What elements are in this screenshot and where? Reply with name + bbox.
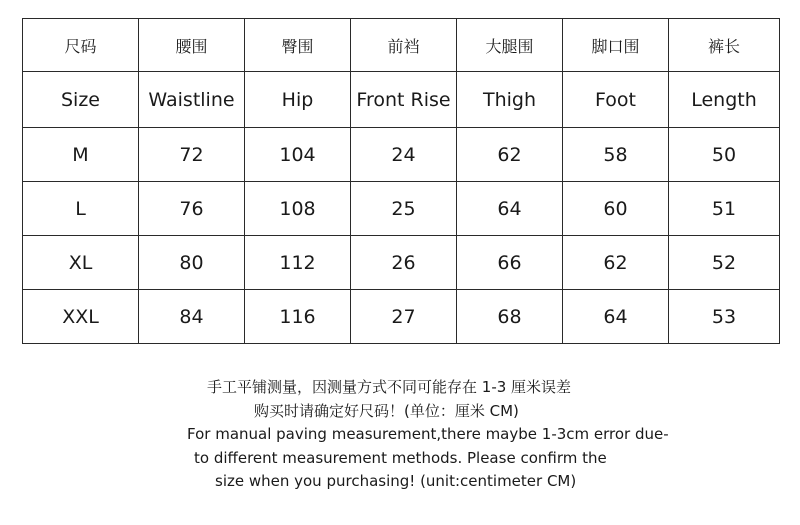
note-line-en-3: size when you purchasing! (unit:centimeter CM) — [215, 472, 577, 490]
header-cell-waistline-cn: 腰围 — [139, 19, 245, 72]
note-line-cn-error: 手工平铺测量，因测量方式不同可能存在 1-3 厘米误差 — [207, 378, 572, 396]
size-cell: XL — [23, 236, 139, 290]
length-cell: 51 — [669, 182, 780, 236]
size-cell: M — [23, 128, 139, 182]
note-line-en-1: For manual paving measurement,there maybe 1-3cm error due- — [187, 425, 669, 443]
header-cell-hip: Hip — [245, 72, 351, 128]
header-cell-length: Length — [669, 72, 780, 128]
header-row-chinese — [23, 19, 780, 72]
header-cell-front-rise: Front Rise — [351, 72, 457, 128]
front-rise-cell: 26 — [351, 236, 457, 290]
foot-cell: 64 — [563, 290, 669, 344]
size-cell: L — [23, 182, 139, 236]
table-row-m — [23, 128, 780, 182]
thigh-cell: 62 — [457, 128, 563, 182]
note-line-en-2: to different measurement methods. Please confirm the — [194, 448, 607, 467]
length-cell: 53 — [669, 290, 780, 344]
header-cell-front-rise-cn: 前裆 — [351, 19, 457, 72]
header-row-english — [23, 72, 780, 128]
header-cell-size: Size — [23, 72, 139, 128]
hip-cell: 116 — [245, 290, 351, 344]
waistline-cell: 84 — [139, 290, 245, 344]
length-cell: 52 — [669, 236, 780, 290]
waistline-cell: 76 — [139, 182, 245, 236]
front-rise-cell: 27 — [351, 290, 457, 344]
thigh-cell: 64 — [457, 182, 563, 236]
size-chart-table — [22, 18, 780, 344]
length-cell: 50 — [669, 128, 780, 182]
table-row-xl — [23, 236, 780, 290]
thigh-cell: 68 — [457, 290, 563, 344]
table-row-l — [23, 182, 780, 236]
table-row-xxl — [23, 290, 780, 344]
header-cell-hip-cn: 臀围 — [245, 19, 351, 72]
header-cell-length-cn: 裤长 — [669, 19, 780, 72]
size-cell: XXL — [23, 290, 139, 344]
header-cell-thigh-cn: 大腿围 — [457, 19, 563, 72]
waistline-cell: 72 — [139, 128, 245, 182]
hip-cell: 104 — [245, 128, 351, 182]
foot-cell: 62 — [563, 236, 669, 290]
front-rise-cell: 24 — [351, 128, 457, 182]
foot-cell: 60 — [563, 182, 669, 236]
note-line-cn-confirm: 购买时请确定好尺码！(单位：厘米 CM) — [254, 401, 519, 420]
header-cell-thigh: Thigh — [457, 72, 563, 128]
hip-cell: 112 — [245, 236, 351, 290]
hip-cell: 108 — [245, 182, 351, 236]
thigh-cell: 66 — [457, 236, 563, 290]
waistline-cell: 80 — [139, 236, 245, 290]
header-cell-foot: Foot — [563, 72, 669, 128]
header-cell-size-cn: 尺码 — [23, 19, 139, 72]
header-cell-waistline: Waistline — [139, 72, 245, 128]
foot-cell: 58 — [563, 128, 669, 182]
front-rise-cell: 25 — [351, 182, 457, 236]
header-cell-foot-cn: 脚口围 — [563, 19, 669, 72]
measurement-note — [0, 376, 800, 494]
